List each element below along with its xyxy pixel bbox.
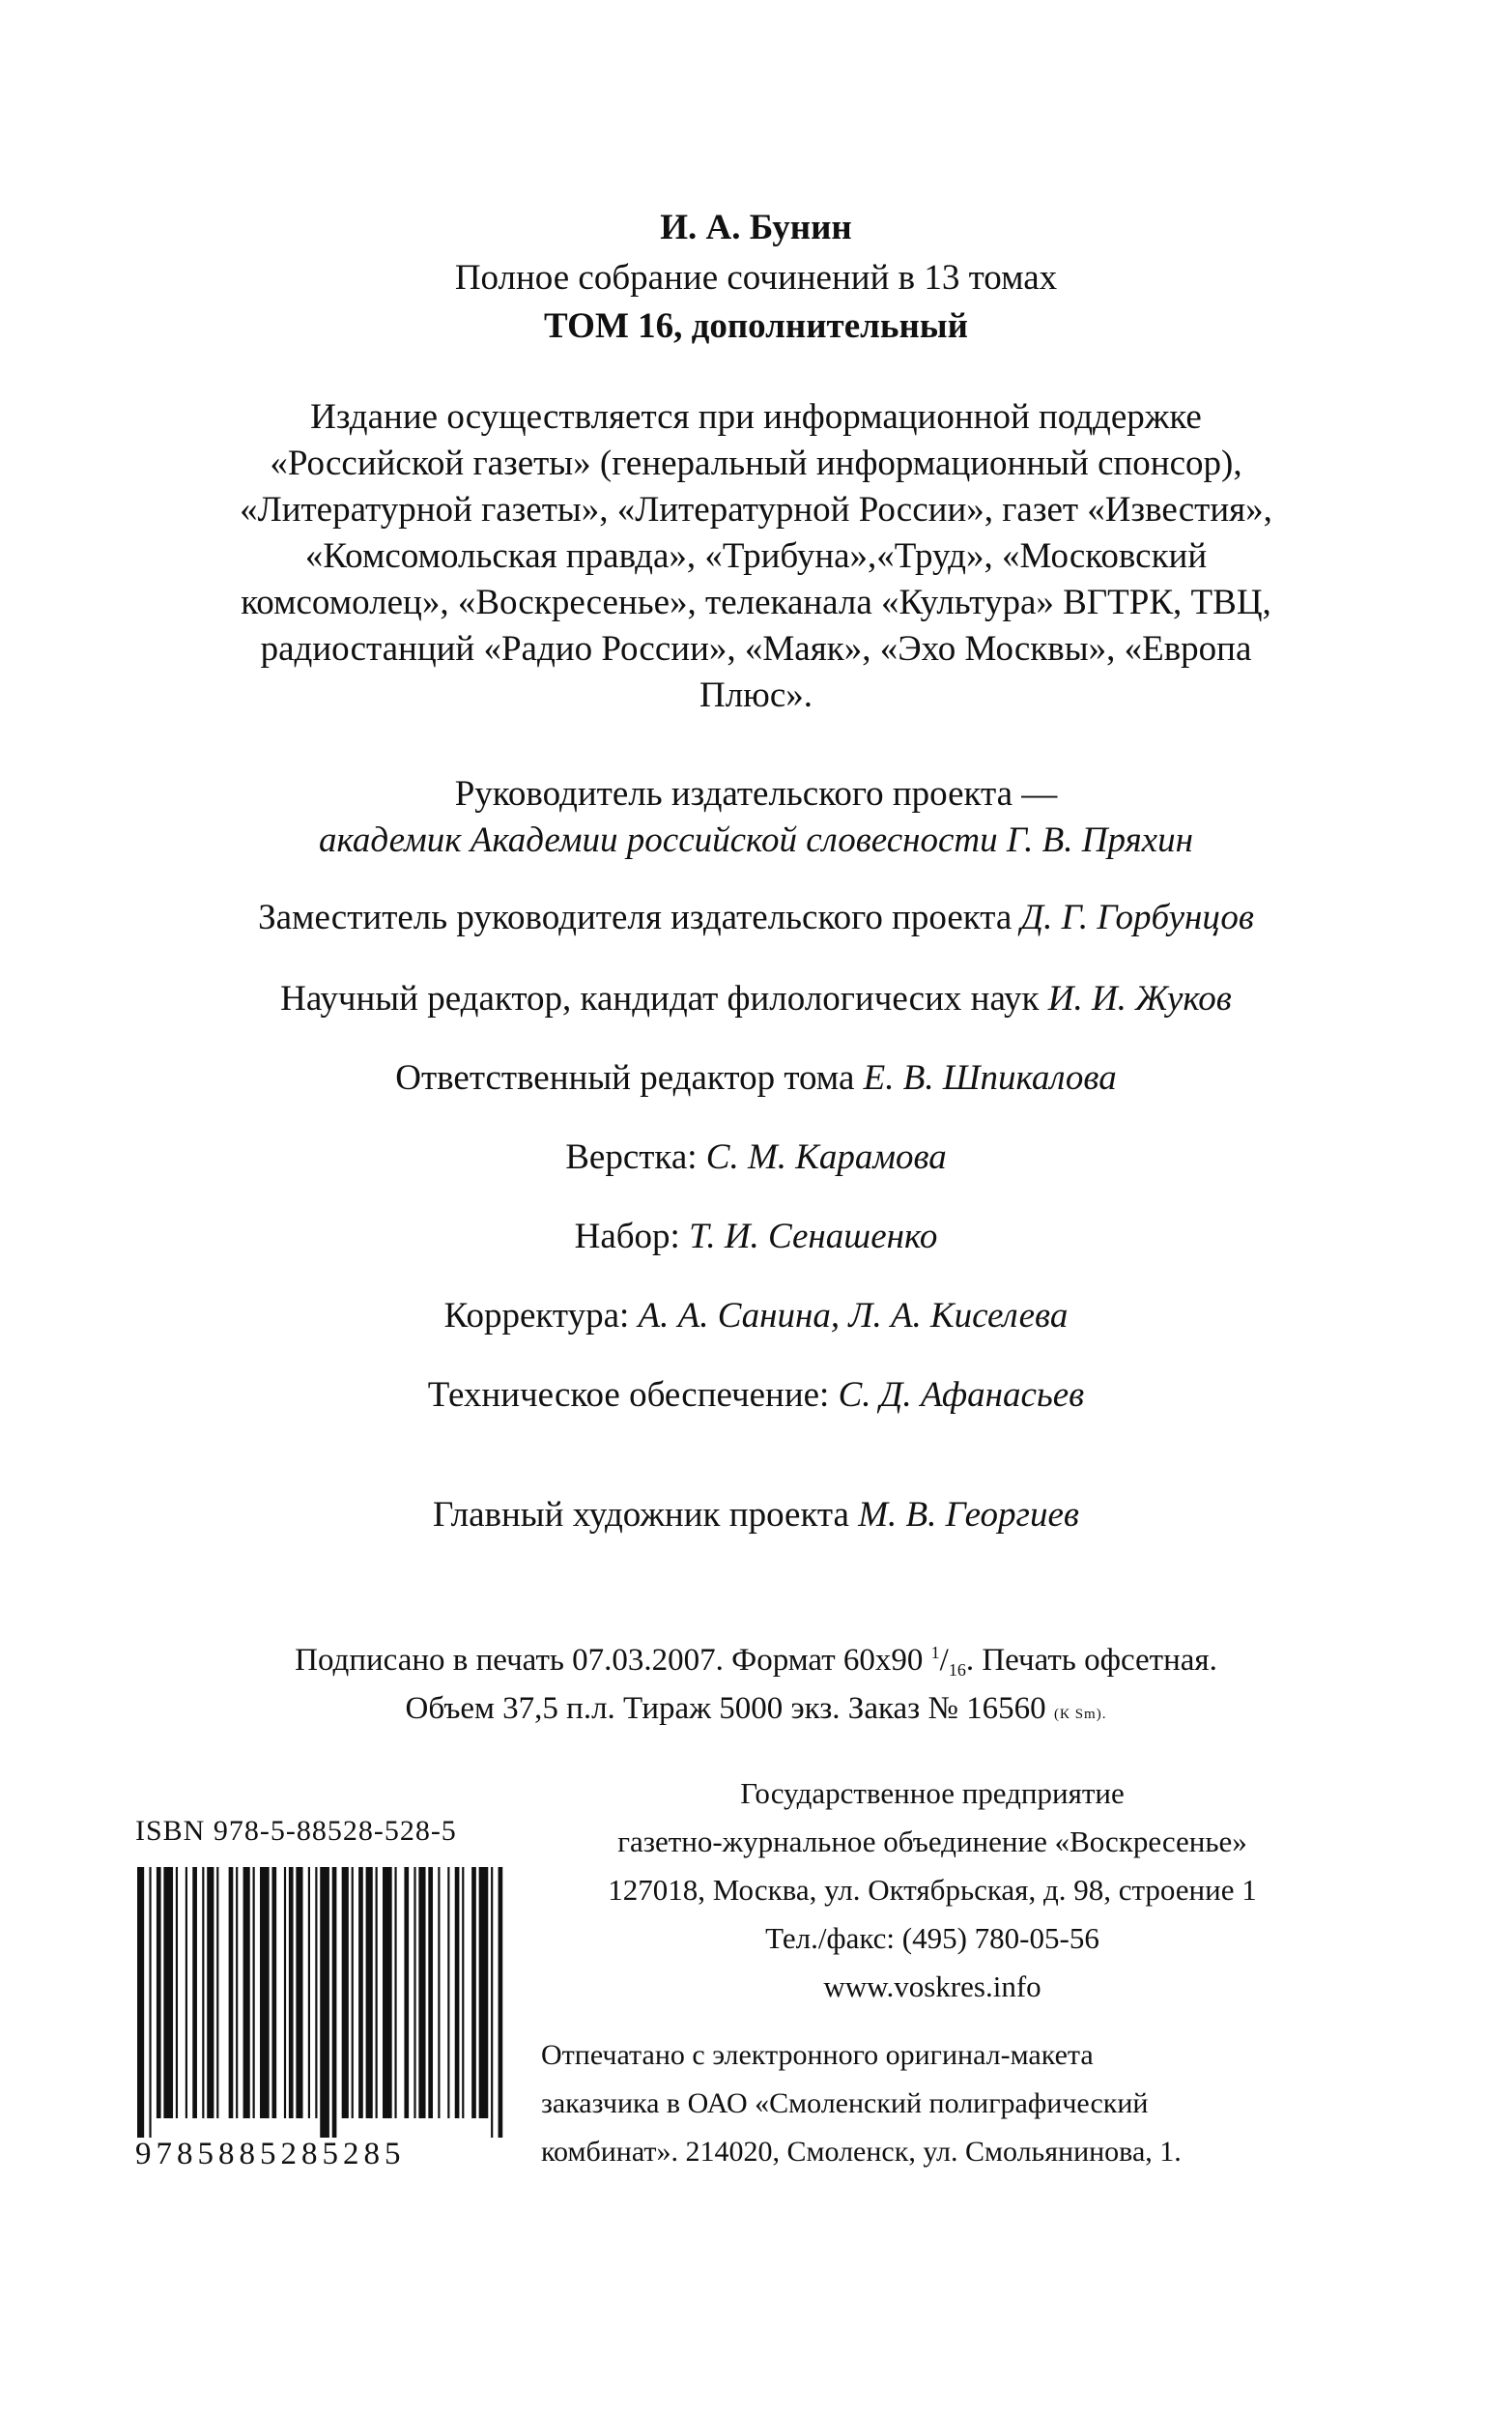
isbn-label: ISBN 978-5-88528-528-5 bbox=[135, 1815, 457, 1847]
typeset-credit bbox=[0, 1216, 1512, 1257]
project-head-name: академик Академии российской словесности Г. В. Пряхин bbox=[319, 820, 1193, 860]
format-fraction-numerator: 1 bbox=[930, 1643, 940, 1662]
barcode-bar bbox=[207, 1867, 214, 2118]
barcode-bar bbox=[499, 1867, 503, 2138]
isbn-barcode bbox=[137, 1867, 510, 2138]
support-line: Издание осуществляется при информационной поддержке bbox=[310, 397, 1202, 437]
responsible-name: Е. В. Шпикалова bbox=[863, 1058, 1117, 1098]
publisher-line: Государственное предприятие bbox=[740, 1776, 1125, 1810]
barcode-bar bbox=[308, 1867, 310, 2118]
publisher-address: 127018, Москва, ул. Октябрьская, д. 98, строение 1 bbox=[608, 1873, 1257, 1907]
imprint-print-type: . Печать офсетная. bbox=[965, 1643, 1217, 1678]
imprint-order-code: (К Sm). bbox=[1053, 1707, 1107, 1722]
imprint-line-1: Подписано в печать 07.03.2007. Формат 60х90 $^1/_{16}$. Печать офсетная. bbox=[295, 1643, 1217, 1680]
barcode-bar bbox=[491, 1867, 493, 2138]
responsible-editor-credit bbox=[0, 1057, 1512, 1099]
deputy-role: Заместитель руководителя издательского проекта bbox=[258, 898, 1013, 937]
barcode-bar bbox=[383, 1867, 392, 2118]
barcode-bar bbox=[404, 1867, 409, 2118]
barcode-bar bbox=[202, 1867, 204, 2118]
barcode-bar bbox=[479, 1867, 489, 2118]
barcode-bar bbox=[137, 1867, 144, 2138]
barcode-bar bbox=[447, 1867, 449, 2118]
collection-title: Полное собрание сочинений в 13 томах bbox=[454, 258, 1058, 298]
typeset-name: Т. И. Сенашенко bbox=[689, 1217, 938, 1256]
barcode-bar bbox=[163, 1867, 173, 2118]
layout-name: С. М. Карамова bbox=[705, 1137, 947, 1177]
tech-name: С. Д. Афанасьев bbox=[838, 1375, 1085, 1415]
barcode-bar bbox=[332, 1867, 337, 2138]
scientific-name: И. И. Жуков bbox=[1047, 979, 1232, 1019]
support-line: Плюс». bbox=[699, 675, 813, 715]
barcode-bar bbox=[394, 1867, 396, 2118]
support-line: «Литературной газеты», «Литературной России», газет «Известия», bbox=[240, 490, 1272, 530]
deputy-credit bbox=[0, 897, 1512, 938]
typeset-role: Набор: bbox=[574, 1217, 680, 1256]
deputy-name: Д. Г. Горбунцов bbox=[1020, 898, 1254, 937]
support-line: комсомолец», «Воскресенье», телеканала «Культура» ВГТРК, ТВЦ, bbox=[241, 583, 1271, 622]
tech-role: Техническое обеспечение: bbox=[427, 1375, 830, 1415]
barcode-bar bbox=[462, 1867, 464, 2118]
support-line: «Комсомольская правда», «Трибуна»,«Труд», «Московский bbox=[304, 536, 1208, 576]
barcode-bar bbox=[229, 1867, 234, 2118]
barcode-bar bbox=[320, 1867, 329, 2138]
publisher-website: www.voskres.info bbox=[823, 1969, 1041, 2003]
barcode-bar bbox=[455, 1867, 460, 2118]
publisher-phone: Тел./факс: (495) 780-05-56 bbox=[765, 1921, 1099, 1955]
layout-credit bbox=[0, 1136, 1512, 1178]
barcode-bar bbox=[358, 1867, 363, 2118]
proof-name: А. А. Санина, Л. А. Киселева bbox=[638, 1296, 1069, 1336]
barcode-bar bbox=[418, 1867, 425, 2118]
artist-credit bbox=[0, 1494, 1512, 1536]
barcode-bar bbox=[296, 1867, 302, 2118]
barcode-bar bbox=[157, 1867, 161, 2118]
support-line: радиостанций «Радио России», «Маяк», «Эхо Москвы», «Европа bbox=[260, 629, 1252, 669]
author-name: И. А. Бунин bbox=[660, 208, 852, 247]
publisher-line: газетно-журнальное объединение «Воскресенье» bbox=[617, 1825, 1247, 1858]
barcode-bar bbox=[414, 1867, 415, 2118]
support-line: «Российской газеты» (генеральный информационный спонсор), bbox=[270, 444, 1242, 483]
imprint-signed: Подписано в печать 07.03.2007. Формат 60х90 bbox=[295, 1643, 931, 1678]
barcode-bar bbox=[428, 1867, 433, 2118]
layout-role: Верстка: bbox=[565, 1137, 698, 1177]
support-paragraph bbox=[97, 394, 1415, 719]
barcode-bar bbox=[192, 1867, 197, 2118]
barcode-bar bbox=[149, 1867, 151, 2138]
responsible-role: Ответственный редактор тома bbox=[395, 1058, 855, 1098]
barcode-bar bbox=[352, 1867, 354, 2118]
barcode-bar bbox=[366, 1867, 373, 2118]
barcode-bar bbox=[376, 1867, 378, 2118]
imprint-volume: Объем 37,5 п.л. Тираж 5000 экз. Заказ № 16560 bbox=[405, 1691, 1046, 1726]
printer-line: заказчика в ОАО «Смоленский полиграфический bbox=[541, 2087, 1149, 2119]
artist-role: Главный художник проекта bbox=[433, 1495, 849, 1535]
barcode-bar bbox=[342, 1867, 349, 2118]
barcode-bar bbox=[438, 1867, 440, 2118]
barcode-bar bbox=[471, 1867, 476, 2118]
barcode-bar bbox=[253, 1867, 255, 2118]
imprint-line-2 bbox=[0, 1691, 1512, 1727]
barcode-bar bbox=[260, 1867, 270, 2118]
barcode-bar bbox=[216, 1867, 218, 2118]
printer-line: Отпечатано с электронного оригинал-макета bbox=[541, 2039, 1094, 2071]
barcode-bar bbox=[289, 1867, 294, 2118]
format-fraction-denominator: 16 bbox=[948, 1660, 966, 1680]
scientific-role: Научный редактор, кандидат филологичесих наук bbox=[280, 979, 1040, 1019]
scientific-editor-credit bbox=[0, 978, 1512, 1020]
printer-line: комбинат». 214020, Смоленск, ул. Смольянинова, 1. bbox=[541, 2136, 1182, 2168]
proofreading-credit bbox=[0, 1295, 1512, 1336]
barcode-bar bbox=[176, 1867, 178, 2118]
proof-role: Корректура: bbox=[443, 1296, 630, 1336]
barcode-bar bbox=[315, 1867, 317, 2118]
artist-name: М. В. Георгиев bbox=[858, 1495, 1079, 1535]
barcode-bar bbox=[284, 1867, 286, 2118]
technical-credit bbox=[0, 1374, 1512, 1416]
project-head-title: Руководитель издательского проекта — bbox=[454, 774, 1058, 814]
barcode-bar bbox=[236, 1867, 238, 2118]
barcode-digits: 9785885285285 bbox=[135, 2137, 406, 2171]
barcode-bar bbox=[271, 1867, 276, 2118]
barcode-bar bbox=[185, 1867, 187, 2118]
barcode-bar bbox=[243, 1867, 250, 2118]
volume-title: ТОМ 16, дополнительный bbox=[543, 306, 969, 346]
